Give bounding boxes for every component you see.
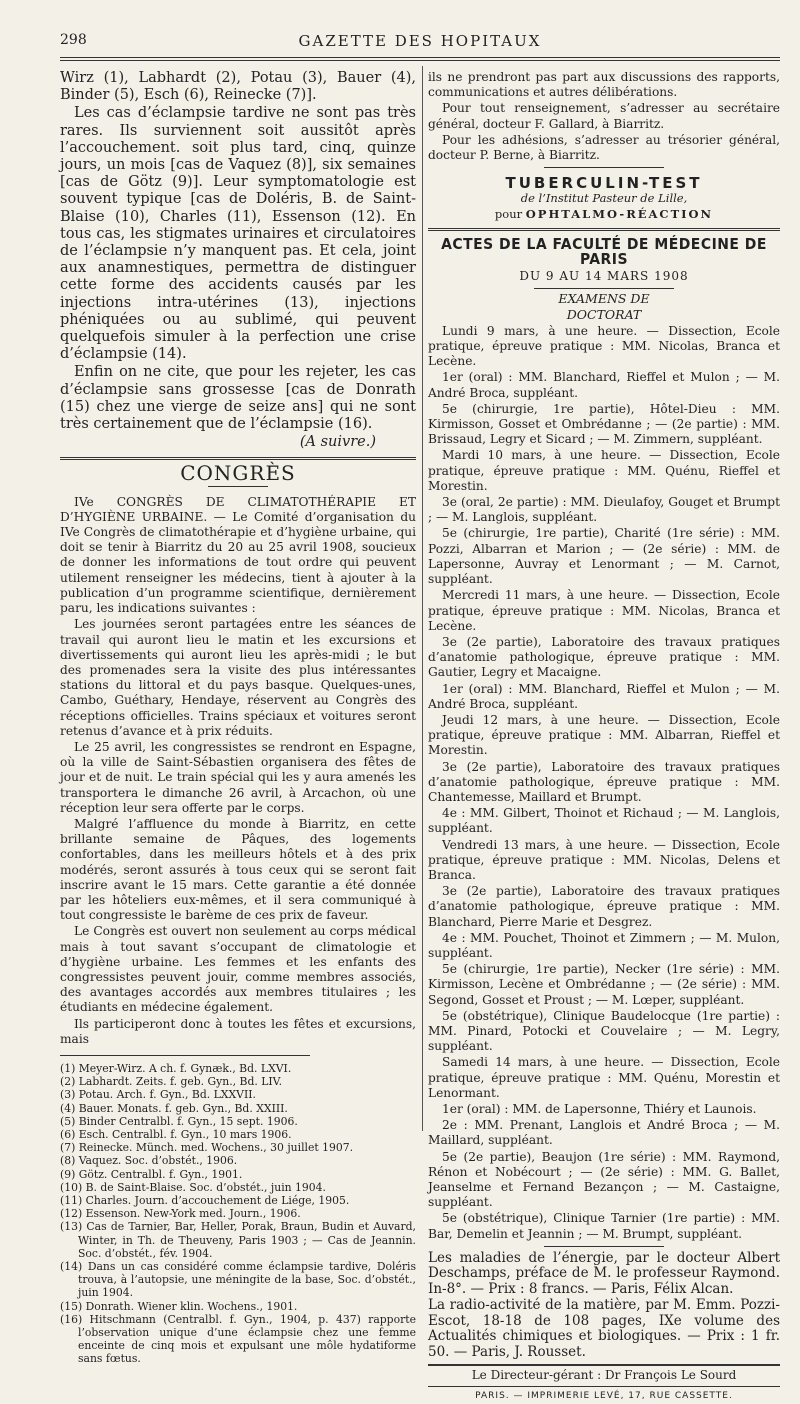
exam-list [428, 324, 780, 1242]
footnote: (14) Dans un cas considéré comme éclampsie tardive, Doléris trouva, à l’autopsie, une méningite de la base, Soc. d’obstét., juin 1904. [60, 1260, 416, 1300]
short-rule [208, 486, 268, 487]
paragraph: Le 25 avril, les congressistes se rendront en Espagne, où la ville de Saint-Sébastien organisera des fêtes de jour et de nuit. Le train spécial qui les y aura amenés les transportera le dimanche 26 avril, à Arcachon, où une réception leur sera offerte par le corps. [60, 739, 416, 815]
footnote: (16) Hitschmann (Centralbl. f. Gyn., 1904, p. 437) rapporte l’observation unique d’une éclampsie chez une femme enceinte de cinq mois et expulsant une môle hydatiforme sans fœtus. [60, 1312, 416, 1366]
exam-entry: 2e : MM. Prenant, Langlois et André Broca ; — M. Maillard, suppléant. [428, 1118, 780, 1148]
exam-entry: 4e : MM. Gilbert, Thoinot et Richaud ; — M. Langlois, suppléant. [428, 806, 780, 836]
exam-entry: 5e (obstétrique), Clinique Baudelocque (1re partie) : MM. Pinard, Potocki et Couvelaire ; — M. Legry, suppléant. [428, 1008, 780, 1054]
advertisement [428, 176, 780, 222]
header-rule [60, 57, 780, 58]
exam-entry: 3e (2e partie), Laboratoire des travaux pratiques d’anatomie pathologique, épreuve pratique : MM. Gautier, Legry et Macaigne. [428, 634, 780, 680]
article-continuation [60, 70, 416, 451]
footnote: (7) Reinecke. Münch. med. Wochens., 30 juillet 1907. [60, 1141, 354, 1155]
footnote: (1) Meyer-Wirz. A ch. f. Gynæk., Bd. LXVI. [60, 1061, 292, 1075]
footnote: (11) Charles. Journ. d’accouchement de Liége, 1905. [60, 1194, 350, 1208]
ad-subtitle: de l’Institut Pasteur de Lille, [520, 191, 688, 206]
footnote: (6) Esch. Centralbl. f. Gyn., 10 mars 1906. [60, 1128, 292, 1141]
page-number: 298 [60, 32, 87, 48]
section-title-congres: CONGRÈS [180, 461, 296, 486]
footnote: (15) Donrath. Wiener klin. Wochens., 1901. [60, 1299, 298, 1313]
exam-entry: Samedi 14 mars, à une heure. — Dissection, Ecole pratique, épreuve pratique : MM. Quénu, Morestin et Lenormant. [428, 1055, 780, 1100]
footnote: (2) Labhardt. Zeits. f. geb. Gyn., Bd. LIV. [60, 1075, 283, 1089]
page-header [60, 32, 780, 54]
exam-entry: Jeudi 12 mars, à une heure. — Dissection, Ecole pratique, épreuve pratique : MM. Albarran, Rieffel et Morestin. [428, 712, 780, 758]
exam-title: EXAMENS DE DOCTORAT [534, 288, 674, 321]
paragraph: ils ne prendront pas part aux discussions des rapports, communications et autres délibérations. [428, 70, 780, 100]
exam-entry: Vendredi 13 mars, à une heure. — Dissection, Ecole pratique, épreuve pratique : MM. Nicolas, Delens et Branca. [428, 837, 780, 882]
footnote: (12) Essenson. New-York med. Journ., 1906. [60, 1207, 301, 1221]
footnote: (5) Binder Centralbl. f. Gyn., 15 sept. 1906. [60, 1114, 298, 1128]
directeur-gerant: Le Directeur-gérant : Dr François Le Sourd [428, 1364, 780, 1386]
exam-entry: 1er (oral) : MM. Blanchard, Rieffel et Mulon ; — M. André Broca, suppléant. [428, 370, 780, 400]
book-notices [428, 1251, 780, 1361]
exam-entry: Mardi 10 mars, à une heure. — Dissection, Ecole pratique, épreuve pratique : MM. Quénu, Rieffel et Morestin. [428, 448, 780, 493]
paragraph: Ils participeront donc à toutes les fêtes et excursions, mais [60, 1016, 416, 1046]
paragraph: Enfin on ne cite, que pour les rejeter, les cas d’éclampsie sans grossesse [cas de Donrath (15) chez une vierge de seize ans] qui ne sont très certainement que de l’éclampsie (16). [60, 364, 416, 433]
paragraph: Les cas d’éclampsie tardive ne sont pas très rares. Ils surviennent soit aussitôt après l’accouchement. soit plus tard, cinq, quinze jours, un mois [cas de Vaquez (8)], six semaines [cas de Götz (9)]. Leur symptomatologie est souvent typique [cas de Doléris, B. de Saint-Blaise (10), Charles (11), Essenson (12). En tous cas, les stigmates urinaires et circulatoires de l’éclampsie n’y manquent pas. Et cela, joint aux anamnestiques, permettra de distinguer cette forme des accidents causés par les injections intra-utérines (13), injections phéniquées ou au sublimé, qui peuvent quelquefois simuler à la perfection une crise d’éclampsie (14). [60, 105, 416, 363]
right-column [428, 70, 780, 1404]
exam-entry: 1er (oral) : MM. de Lapersonne, Thiéry et Launois. [442, 1102, 757, 1116]
paragraph: Les journées seront partagées entre les séances de travail qui auront lieu le matin et les excursions et divertissements qui auront lieu les après-midi ; le but des promenades sera la visite des plus intéressantes stations du littoral et du pays basque. Quelques-unes, Cambo, Guéthary, Hendaye, réservent au Congrès des réceptions officielles. Trains spéciaux et voitures seront retenus d’avance et à prix réduits. [60, 617, 416, 738]
ad-line [428, 207, 780, 222]
footnote: (13) Cas de Tarnier, Bar, Heller, Porak, Braun, Budin et Auvard, Winter, in Th. de Theuveny, Paris 1903 ; — Cas de Jeannin. Soc. d’obstét., fév. 1904. [60, 1220, 416, 1260]
exam-entry: 4e : MM. Pouchet, Thoinot et Zimmern ; — M. Mulon, suppléant. [428, 930, 780, 960]
exam-entry: 5e (chirurgie, 1re partie), Necker (1re série) : MM. Kirmisson, Lecène et Ombrédanne ; — (2e série) : MM. Segond, Gosset et Proust ; — M. Lœper, suppléant. [428, 962, 780, 1007]
book-notice: Les maladies de l’énergie, par le docteur Albert Deschamps, préface de M. le professeur Raymond. In-8°. — Prix : 8 francs. — Paris, Félix Alcan. [428, 1249, 780, 1297]
book-notice: La radio-activité de la matière, par M. Emm. Pozzi-Escot, 18-18 de 108 pages, IXe volume des Actualités chimiques et biologiques. — Prix : 1 fr. 50. — Paris, J. Rousset. [428, 1297, 780, 1360]
paragraph: IVe CONGRÈS DE CLIMATOTHÉRAPIE ET D’HYGIÈNE URBAINE. — Le Comité d’organisation du IVe Congrès de climatothérapie et d’hygiène urbaine, qui doit se tenir à Biarritz du 20 au 25 avril 1908, soucieux de donner les informations de tout ordre qui peuvent utilement renseigner les médecins, tient à ajouter à la publication d’un programme scientifique, dernièrement paru, les indications suivantes : [60, 494, 416, 616]
actes-date: DU 9 AU 14 MARS 1908 [519, 269, 689, 284]
footnote: (9) Götz. Centralbl. f. Gyn., 1901. [60, 1167, 243, 1181]
footnotes [60, 1062, 416, 1366]
paragraph: Malgré l’affluence du monde à Biarritz, en cette brillante semaine de Pâques, des logements confortables, dans les meilleurs hôtels et à des prix modérés, seront assurés à tous ceux qui se seront fait inscrire avant le 15 mars. Cette garantie a été donnée par les hôteliers eux-mêmes, et il sera communiqué à tout congressiste le barème de ces prix de faveur. [60, 816, 416, 923]
divider [544, 167, 664, 168]
ad-pour: pour [494, 206, 523, 221]
exam-entry: 3e (oral, 2e partie) : MM. Dieulafoy, Gouget et Brumpt ; — M. Langlois, suppléant. [428, 495, 780, 525]
paragraph: Le Congrès est ouvert non seulement au corps médical mais à tout savant s’occupant de climatologie et d’hygiène urbaine. Les femmes et les enfants des congressistes peuvent jouir, comme membres associés, des avantages accordés aux membres titulaires ; les étudiants en médecine également. [60, 924, 416, 1015]
ad-title: TUBERCULIN-TEST [505, 174, 703, 193]
footnote: (3) Potau. Arch. f. Gyn., Bd. LXXVII. [60, 1088, 256, 1102]
a-suivre: (A suivre.) [299, 434, 376, 451]
paragraph: Wirz (1), Labhardt (2), Potau (3), Bauer (4), Binder (5), Esch (6), Reinecke (7)]. [60, 70, 416, 104]
paragraph: Pour les adhésions, s’adresser au trésorier général, docteur P. Berne, à Biarritz. [428, 132, 780, 163]
paragraph: Pour tout renseignement, s’adresser au secrétaire général, docteur F. Gallard, à Biarritz. [428, 101, 780, 131]
exam-entry: Mercredi 11 mars, à une heure. — Dissection, Ecole pratique, épreuve pratique : MM. Nicolas, Branca et Lecène. [428, 588, 780, 633]
exam-entry: Lundi 9 mars, à une heure. — Dissection, Ecole pratique, épreuve pratique : MM. Nicolas, Branca et Lecène. [428, 323, 780, 369]
exam-entry: 1er (oral) : MM. Blanchard, Rieffel et Mulon ; — M. André Broca, suppléant. [428, 681, 780, 711]
section-title-actes: ACTES DE LA FACULTÉ DE MÉDECINE DE PARIS [441, 234, 767, 269]
exam-entry: 5e (2e partie), Beaujon (1re série) : MM. Raymond, Rénon et Nobécourt ; — (2e série) : MM. G. Ballet, Jeanselme et Fernand Bezançon ; — M. Castaigne, suppléant. [428, 1149, 780, 1210]
exam-entry: 5e (chirurgie, 1re partie), Charité (1re série) : MM. Pozzi, Albarran et Marion ; — (2e série) : MM. de Lapersonne, Auvray et Lenormant ; — M. Carnot, suppléant. [428, 526, 780, 587]
exam-entry: 3e (2e partie), Laboratoire des travaux pratiques d’anatomie pathologique, épreuve pratique : MM. Chantemesse, Maillard et Brumpt. [428, 759, 780, 804]
section-divider [428, 228, 780, 231]
column-divider [422, 66, 423, 1131]
exam-entry: 3e (2e partie), Laboratoire des travaux pratiques d’anatomie pathologique, épreuve pratique : MM. Blanchard, Pierre Marie et Desgrez. [428, 884, 780, 929]
exam-entry: 5e (obstétrique), Clinique Tarnier (1re partie) : MM. Bar, Demelin et Jeannin ; — M. Brumpt, suppléant. [428, 1211, 780, 1241]
left-column [60, 70, 416, 1366]
divider [544, 1246, 664, 1247]
footnote: (4) Bauer. Monats. f. geb. Gyn., Bd. XXIII. [60, 1101, 288, 1115]
section-divider [60, 457, 416, 460]
exam-entry: 5e (chirurgie, 1re partie), Hôtel-Dieu : MM. Kirmisson, Gosset et Ombrédanne ; — (2e partie) : MM. Brissaud, Legry et Sicard ; — M. Zimmern, suppléant. [428, 401, 780, 447]
header-rule-2 [60, 60, 780, 61]
footnote: (8) Vaquez. Soc. d’obstét., 1906. [60, 1154, 238, 1168]
running-title: GAZETTE DES HOPITAUX [298, 32, 542, 50]
footnote-rule [60, 1055, 310, 1056]
ad-reaction: OPHTALMO-RÉACTION [525, 206, 714, 221]
footnote: (10) B. de Saint-Blaise. Soc. d’obstét., juin 1904. [60, 1180, 326, 1194]
imprimerie: PARIS. — IMPRIMERIE LEVÉ, 17, RUE CASSETTE. [475, 1390, 733, 1401]
